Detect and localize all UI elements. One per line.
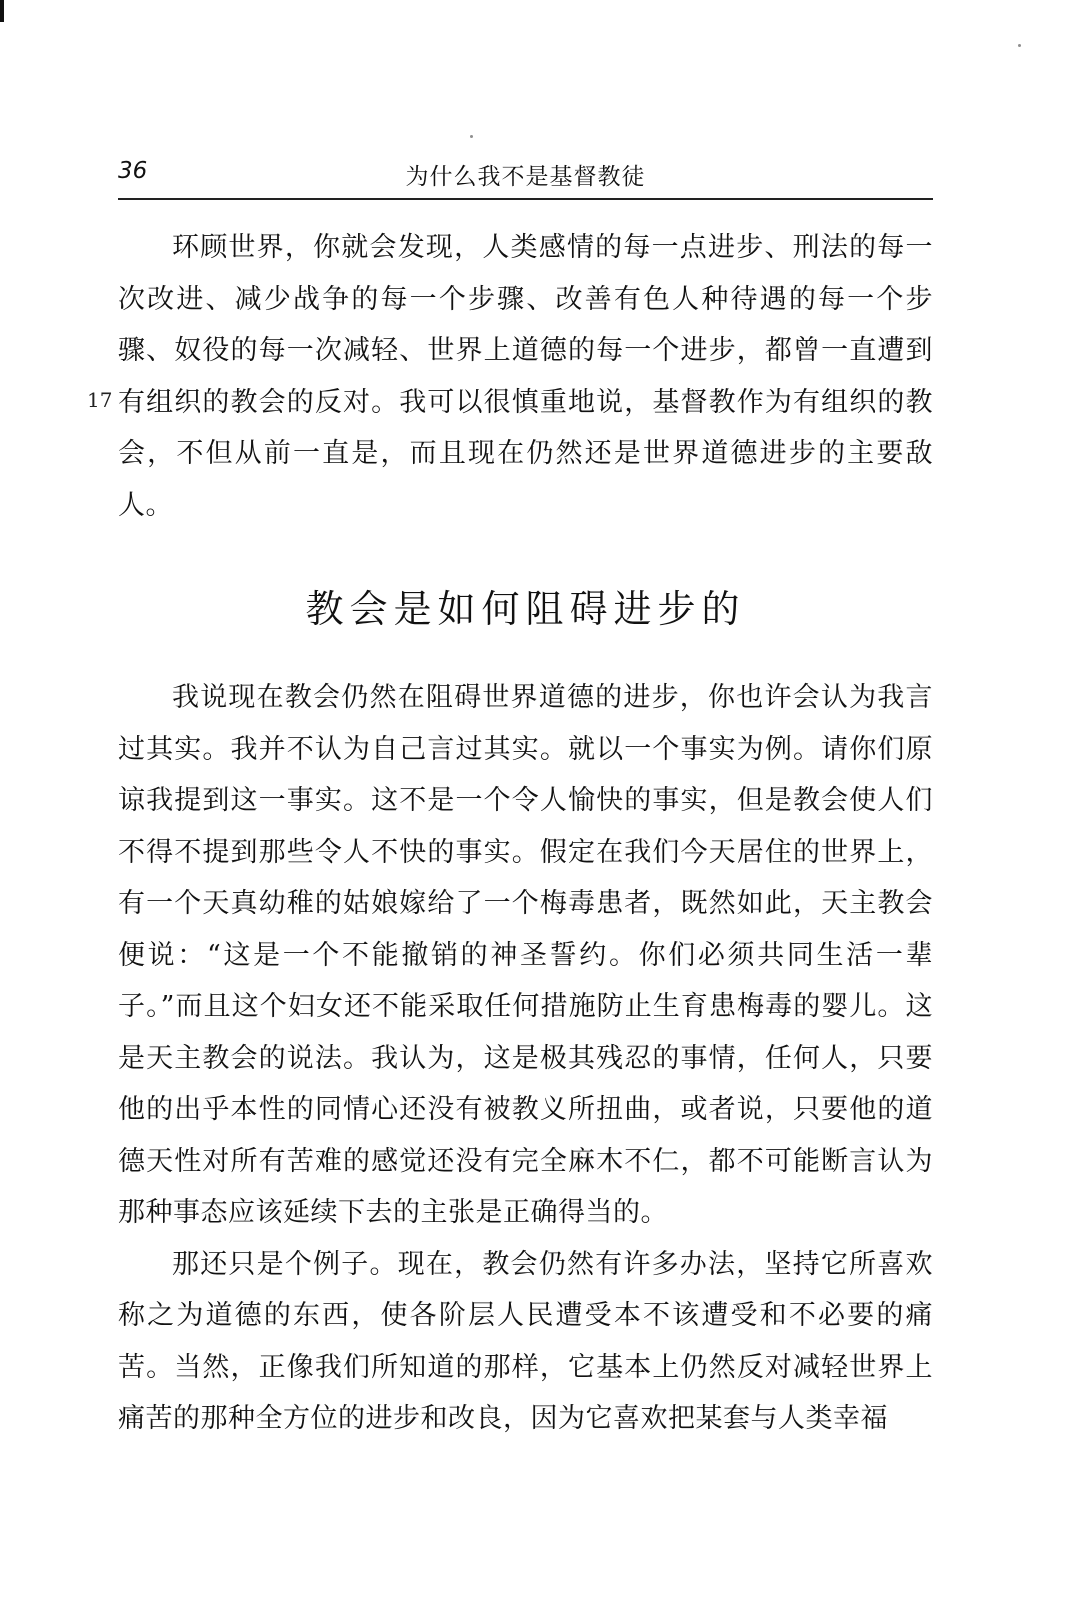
scan-edge-mark (0, 0, 4, 22)
running-title: 为什么我不是基督教徒 (405, 164, 646, 190)
section-title: 教会是如何阻碍进步的 (305, 587, 746, 631)
page-number: 36 (118, 158, 148, 184)
section-text-block (118, 672, 933, 1445)
paragraph: 我说现在教会仍然在阻碍世界道德的进步，你也许会认为我言过其实。我并不认为自己言过其实。就以一个事实为例。请你们原谅我提到这一事实。这不是一个令人愉快的事实，但是教会使人们不得不提到那些令人不快的事实。假定在我们今天居住的世界上，有一个天真幼稚的姑娘嫁给了一个梅毒患者，既然如此，天主教会便说：“这是一个不能撤销的神圣誓约。你们必须共同生活一辈子。”而且这个妇女还不能采取任何措施防止生育患梅毒的婴儿。这是天主教会的说法。我认为，这是极其残忍的事情，任何人，只要他的出乎本性的同情心还没有被教义所扭曲，或者说，只要他的道德天性对所有苦难的感觉还没有完全麻木不仁，都不可能断言认为那种事态应该延续下去的主张是正确得当的。 (118, 682, 933, 1228)
page-header (118, 150, 933, 200)
margin-note: 17 (87, 388, 113, 412)
intro-text-block (118, 222, 933, 531)
scan-speck (1018, 44, 1021, 47)
paragraph: 那还只是个例子。现在，教会仍然有许多办法，坚持它所喜欢称之为道德的东西，使各阶层人民遭受本不该遭受和不必要的痛苦。当然，正像我们所知道的那样，它基本上仍然反对减轻世界上痛苦的那种全方位的进步和改良，因为它喜欢把某套与人类幸福 (118, 1248, 933, 1434)
scan-speck (470, 135, 473, 138)
paragraph: 环顾世界，你就会发现，人类感情的每一点进步、刑法的每一次改进、减少战争的每一个步骤、改善有色人种待遇的每一个步骤、奴役的每一次减轻、世界上道德的每一个进步，都曾一直遭到有组织的教会的反对。我可以很慎重地说，基督教作为有组织的教会，不但从前一直是，而且现在仍然还是世界道德进步的主要敌人。 (118, 232, 933, 521)
